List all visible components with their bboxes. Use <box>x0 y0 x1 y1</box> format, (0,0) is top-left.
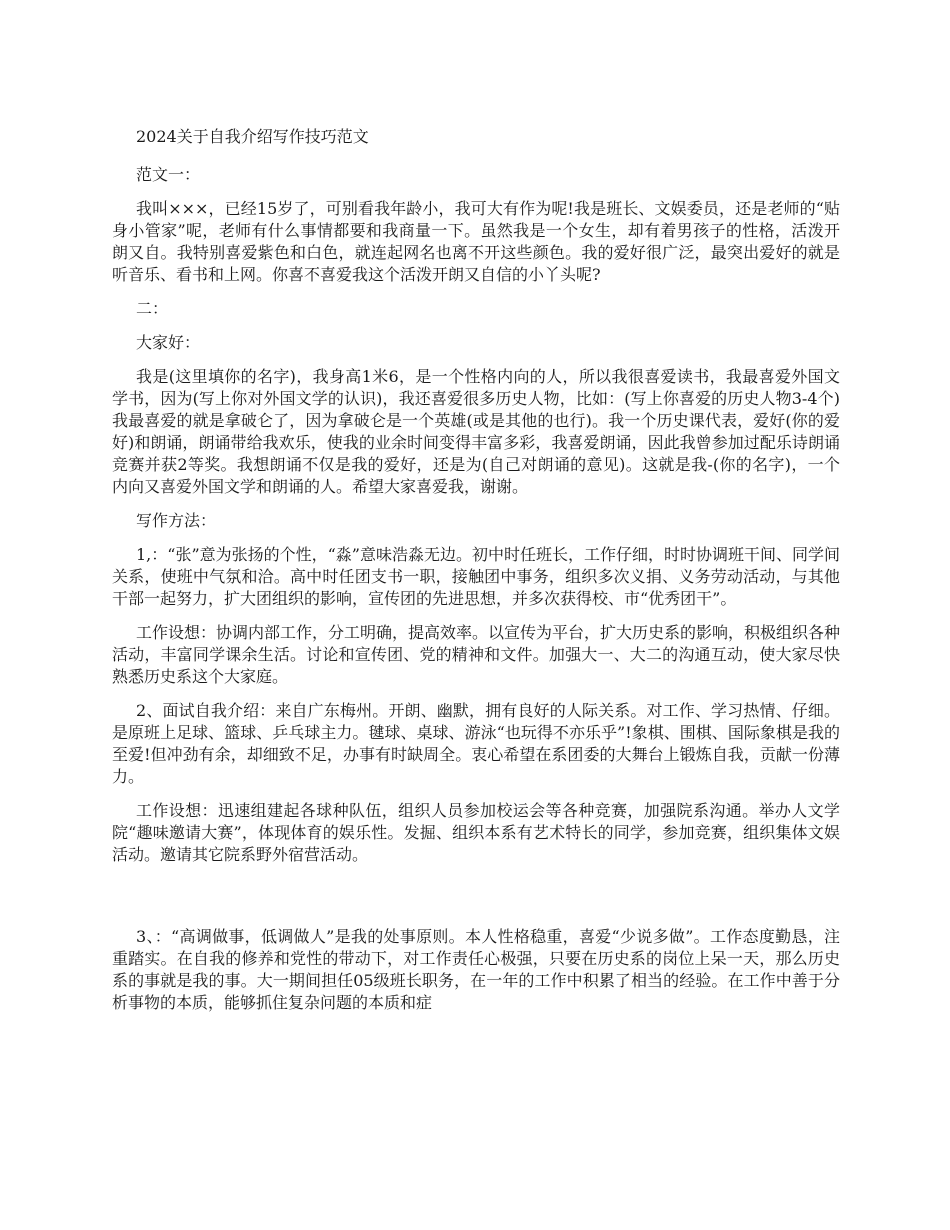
paragraph-work-plan-2: 工作设想：迅速组建起各球种队伍，组织人员参加校运会等各种竞赛，加强院系沟通。举办人文学院“趣味邀请大赛”，体现体育的娱乐性。发掘、组织本系有艺术特长的同学，参加竞赛，组织集体文娱活动。邀请其它院系野外宿营活动。 <box>112 801 840 864</box>
section-heading-writing-method: 写作方法： <box>136 511 217 530</box>
document-body <box>112 126 840 1026</box>
paragraph-method-2: 2、面试自我介绍：来自广东梅州。开朗、幽默，拥有良好的人际关系。对工作、学习热情、仔细。是原班上足球、篮球、乒乓球主力。毽球、桌球、游泳“也玩得不亦乐乎”!象棋、围棋、国际象棋是我的至爱!但冲劲有余，却细致不足，办事有时缺周全。衷心希望在系团委的大舞台上锻炼自我，贡献一份薄力。 <box>112 701 840 786</box>
paragraph-self-intro-1: 我叫×××，已经15岁了，可别看我年龄小，我可大有作为呢!我是班长、文娱委员，还是老师的“贴身小管家”呢，老师有什么事情都要和我商量一下。虽然我是一个女生，却有着男孩子的性格，活泼开朗又自。我特别喜爱紫色和白色，就连起网名也离不开这些颜色。我的爱好很广泛，最突出爱好的就是听音乐、看书和上网。你喜不喜爱我这个活泼开朗又自信的小丫头呢? <box>112 199 840 284</box>
paragraph-self-intro-2: 我是(这里填你的名字)，我身高1米6，是一个性格内向的人，所以我很喜爱读书，我最喜爱外国文学书，因为(写上你对外国文学的认识)，我还喜爱很多历史人物，比如：(写上你喜爱的历史人物3-4个)我最喜爱的就是拿破仑了，因为拿破仑是一个英雄(或是其他的也行)。我一个历史课代表，爱好(你的爱好)和朗诵，朗诵带给我欢乐，使我的业余时间变得丰富多彩，我喜爱朗诵，因此我曾参加过配乐诗朗诵竞赛并获2等奖。我想朗诵不仅是我的爱好，还是为(自己对朗诵的意见)。这就是我-(你的名字)，一个内向又喜爱外国文学和朗诵的人。希望大家喜爱我，谢谢。 <box>112 367 840 496</box>
section-heading-2: 二： <box>136 299 169 318</box>
section-heading-example-1: 范文一： <box>136 165 201 184</box>
paragraph-work-plan-1: 工作设想：协调内部工作，分工明确，提高效率。以宣传为平台，扩大历史系的影响，积极组织各种活动，丰富同学课余生活。讨论和宣传团、党的精神和文件。加强大一、大二的沟通互动，使大家尽快熟悉历史系这个大家庭。 <box>112 623 841 686</box>
paragraph-method-1: 1,：“张”意为张扬的个性，“淼”意味浩淼无边。初中时任班长，工作仔细，时时协调班干间、同学间关系，使班中气氛和洽。高中时任团支书一职，接触团中事务，组织多次义捐、义务劳动活动，与其他干部一起努力，扩大团组织的影响，宣传团的先进思想，并多次获得校、市“优秀团干”。 <box>112 545 840 608</box>
greeting: 大家好： <box>136 333 201 352</box>
paragraph-method-3: 3、：“高调做事，低调做人”是我的处事原则。本人性格稳重，喜爱“少说多做”。工作态度勤恳，注重踏实。在自我的修养和党性的带动下，对工作责任心极强，只要在历史系的岗位上呆一天，那么历史系的事就是我的事。大一期间担任05级班长职务，在一年的工作中积累了相当的经验。在工作中善于分析事物的本质，能够抓住复杂问题的本质和症 <box>112 927 840 1012</box>
section-gap <box>112 878 840 926</box>
document-title: 2024关于自我介绍写作技巧范文 <box>136 127 369 146</box>
